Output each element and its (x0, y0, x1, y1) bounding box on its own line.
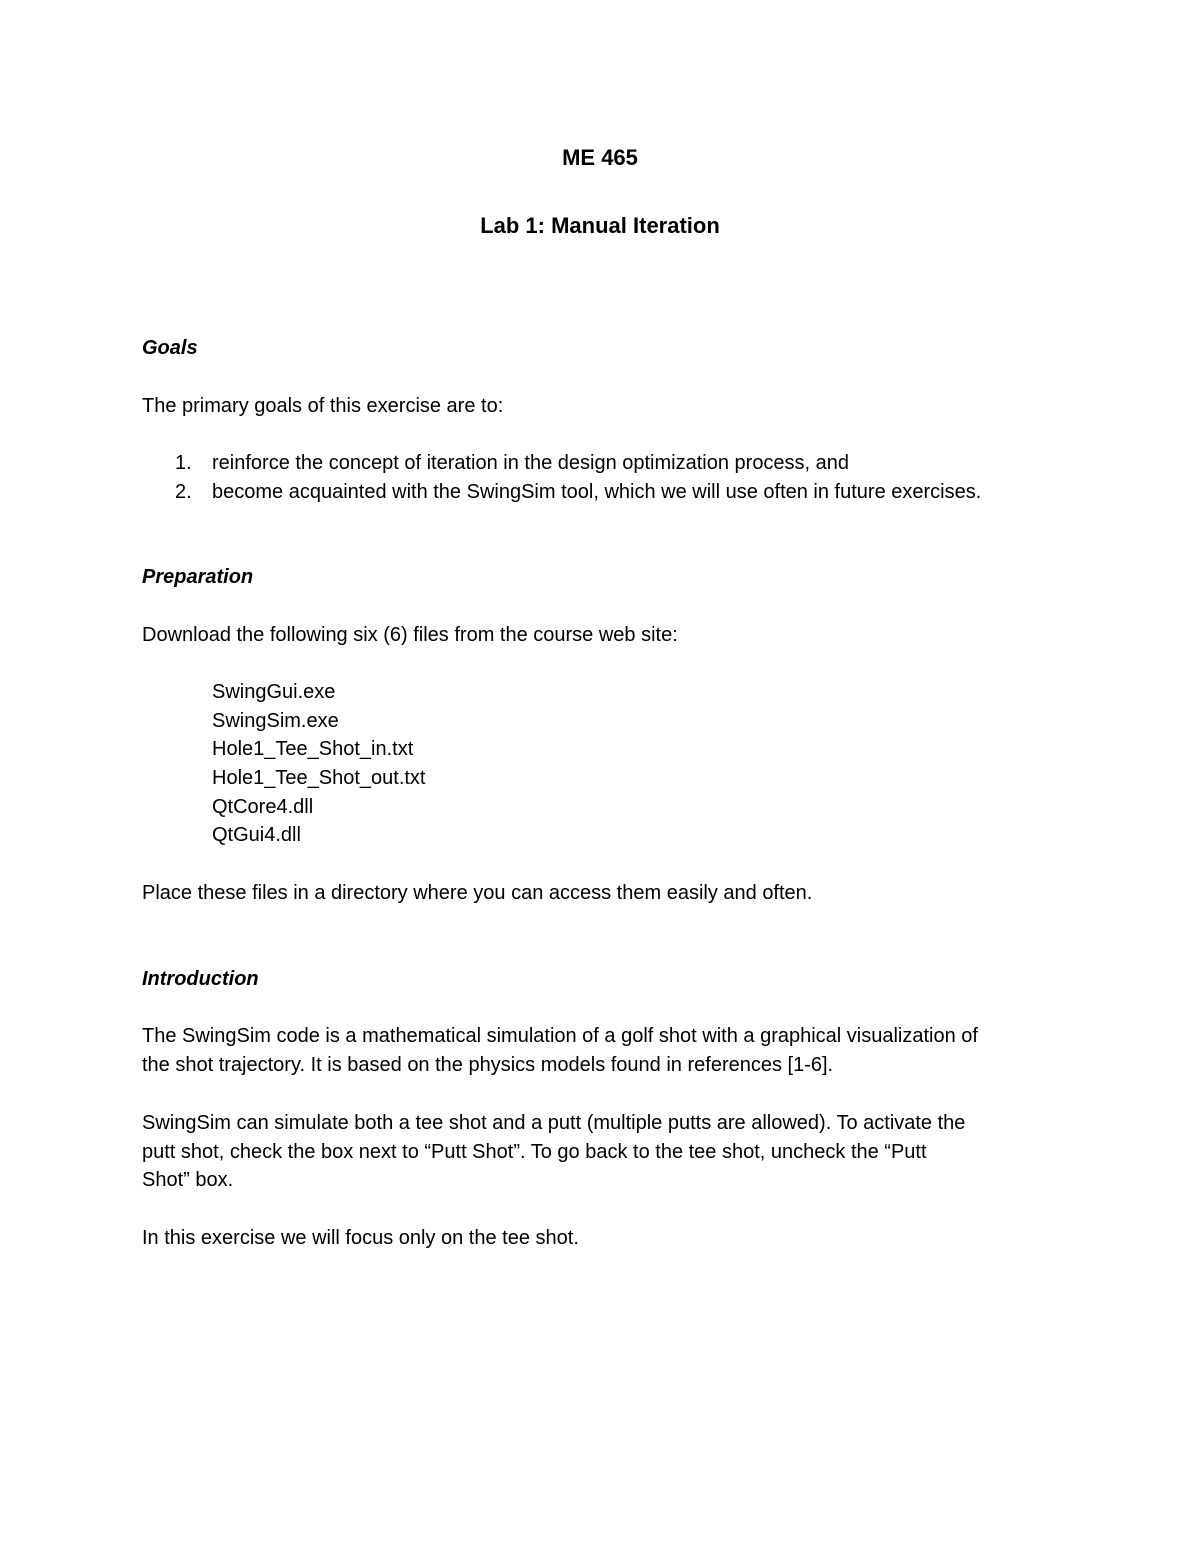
file-list-item: Hole1_Tee_Shot_out.txt (212, 767, 426, 789)
goals-list-item: reinforce the concept of iteration in the design optimization process, and (212, 452, 850, 474)
file-list-item: SwingSim.exe (212, 710, 339, 732)
introduction-paragraph-3: In this exercise we will focus only on the tee shot. (142, 1227, 579, 1249)
file-list-item: QtGui4.dll (212, 824, 301, 846)
file-list-item: SwingGui.exe (212, 681, 336, 703)
preparation-intro: Download the following six (6) files from the course web site: (142, 624, 678, 646)
file-list-item: QtCore4.dll (212, 796, 314, 818)
goals-list-item: become acquainted with the SwingSim tool, which we will use often in future exercises. (212, 481, 982, 503)
goals-list-number: 2. (175, 481, 192, 503)
course-title: ME 465 (562, 145, 638, 170)
paragraph-line: The SwingSim code is a mathematical simulation of a golf shot with a graphical visualization of (142, 1025, 978, 1047)
paragraph-line: Shot” box. (142, 1169, 234, 1191)
goals-heading: Goals (142, 337, 198, 359)
paragraph-line: putt shot, check the box next to “Putt Shot”. To go back to the tee shot, uncheck the “Putt (142, 1141, 927, 1163)
preparation-heading: Preparation (142, 566, 254, 588)
preparation-closing: Place these files in a directory where you can access them easily and often. (142, 882, 813, 904)
goals-intro: The primary goals of this exercise are to: (142, 395, 504, 417)
goals-list-number: 1. (175, 452, 192, 474)
paragraph-line: SwingSim can simulate both a tee shot and a putt (multiple putts are allowed). To activate the (142, 1112, 966, 1134)
lab-title: Lab 1: Manual Iteration (480, 213, 720, 238)
introduction-heading: Introduction (142, 968, 259, 990)
paragraph-line: the shot trajectory. It is based on the physics models found in references [1-6]. (142, 1054, 834, 1076)
file-list-item: Hole1_Tee_Shot_in.txt (212, 738, 414, 760)
